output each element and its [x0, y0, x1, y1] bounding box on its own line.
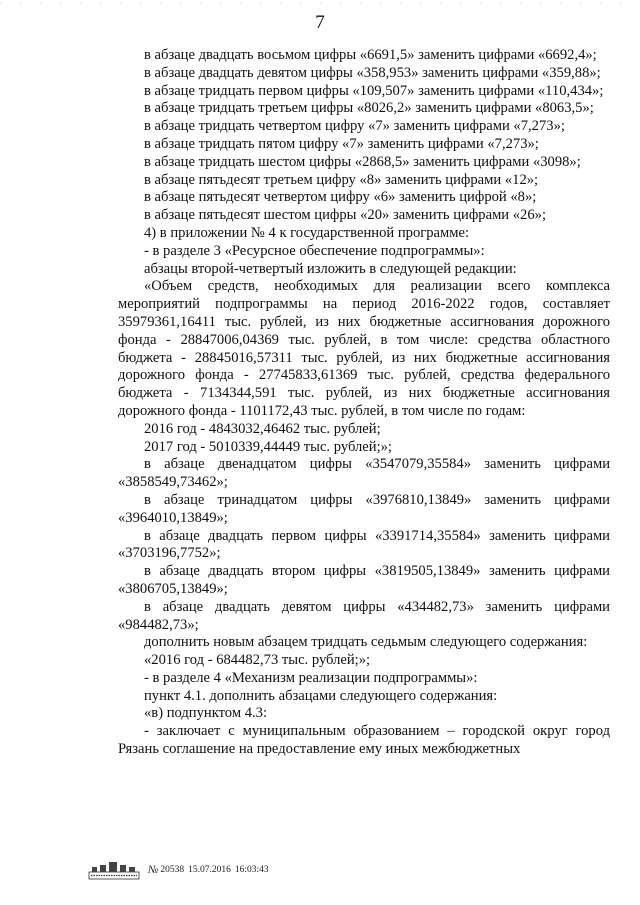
page-number: 7	[315, 12, 325, 33]
paragraph-11: 4) в приложении № 4 к государственной программе:	[144, 224, 470, 241]
paragraph-4: в абзаце тридцать третьем цифры «8026,2» заменить цифрами «8063,5»;	[144, 100, 594, 117]
paragraph-20: в абзаце двадцать втором цифры «3819505,13849» заменить цифрами «3806705,13849»;	[118, 563, 610, 597]
paragraph-10: в абзаце пятьдесят шестом цифры «20» заменить цифрами «26»;	[144, 207, 547, 224]
document-footer	[88, 859, 273, 881]
paragraph-5: в абзаце тридцать четвертом цифру «7» заменить цифрами «7,273»;	[144, 118, 565, 135]
paragraph-25: пункт 4.1. дополнить абзацами следующего содержания:	[144, 687, 498, 704]
paragraph-14: «Объем средств, необходимых для реализации всего комплекса мероприятий подпрограммы на период 2016-2022 годов, составляет 35979361,16411 тыс. рублей, из них бюджетные ассигнования дорожного фонда - 28847006,04369 тыс. рублей, в том числе: средства областного бюджета - 28845016,57311 тыс. рублей, из них бюджетные ассигнования дорожного фонда - 27745833,61369 тыс. рублей, средства федерального бюджета - 7134344,591 тыс. рублей, из них бюджетные ассигнования дорожного фонда - 1101172,43 тыс. рублей, в том числе по годам:	[118, 278, 610, 419]
paragraph-16: 2017 год - 5010339,44449 тыс. рублей;»;	[144, 438, 392, 455]
paragraph-26: «в) подпунктом 4.3:	[144, 705, 268, 722]
paragraph-15: 2016 год - 4843032,46462 тыс. рублей;	[144, 420, 381, 437]
paragraph-9: в абзаце пятьдесят четвертом цифру «6» заменить цифрой «8»;	[144, 189, 537, 206]
footer-date: 15.07.2016	[188, 865, 231, 875]
number-sign-icon: №	[148, 864, 159, 876]
paragraph-6: в абзаце тридцать пятом цифру «7» заменить цифрами «7,273»;	[144, 135, 539, 152]
paragraph-22: дополнить новым абзацем тридцать седьмым следующего содержания:	[144, 634, 588, 651]
paragraph-7: в абзаце тридцать шестом цифры «2868,5» заменить цифрами «3098»;	[144, 153, 581, 170]
paragraph-1: в абзаце двадцать восьмом цифры «6691,5» заменить цифрами «6692,4»;	[144, 47, 597, 63]
printer-logo-icon	[88, 860, 140, 880]
paragraph-24: - в разделе 4 «Механизм реализации подпрограммы»:	[144, 669, 478, 686]
paragraph-2: в абзаце двадцать девятом цифры «358,953» заменить цифрами «359,88»;	[144, 64, 601, 81]
paragraph-21: в абзаце двадцать девятом цифры «434482,73» заменить цифрами «984482,73»;	[118, 598, 610, 633]
paragraph-17: в абзаце двенадцатом цифры «3547079,35584» заменить цифрами «3858549,73462»;	[118, 456, 610, 491]
paragraph-13: абзацы второй-четвертый изложить в следующей редакции:	[144, 260, 517, 277]
paragraph-23: «2016 год - 684482,73 тыс. рублей;»;	[144, 652, 371, 669]
paragraph-27: - заключает с муниципальным образованием – городской округ город Рязань соглашение на предоставление ему иных межбюджетных	[118, 723, 610, 758]
paragraph-19: в абзаце двадцать первом цифры «3391714,35584» заменить цифрами «3703196,7752»;	[118, 527, 610, 562]
paragraph-8: в абзаце пятьдесят третьем цифру «8» заменить цифрами «12»;	[144, 171, 539, 188]
scan-edge-marks	[0, 0, 640, 8]
paragraph-18: в абзаце тринадцатом цифры «3976810,13849» заменить цифрами «3964010,13849»;	[118, 491, 610, 526]
footer-doc-number: 20538	[160, 865, 185, 875]
footer-time: 16:03:43	[234, 865, 269, 875]
document-body	[118, 47, 610, 759]
paragraph-3: в абзаце тридцать первом цифры «109,507» заменить цифрами «110,434»;	[144, 82, 604, 99]
paragraph-12: - в разделе 3 «Ресурсное обеспечение подпрограммы»:	[144, 242, 485, 259]
